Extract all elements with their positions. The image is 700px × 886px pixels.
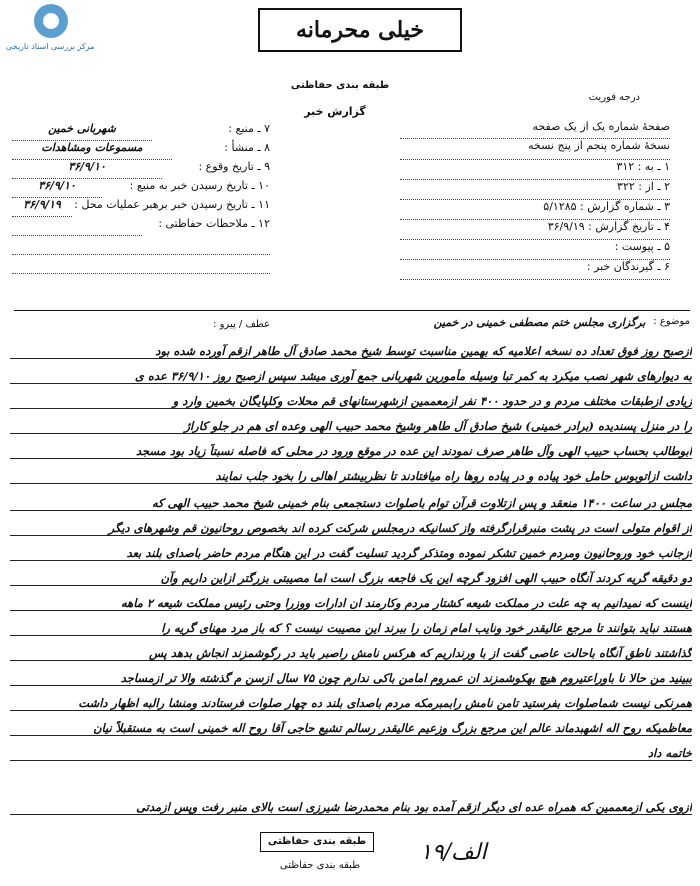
field-received-ops bbox=[12, 198, 270, 217]
field-value: شهربانی خمین bbox=[12, 122, 152, 141]
classification-stamp: طبقه بندی حفاظتی bbox=[260, 832, 374, 852]
body-line: خاتمه داد bbox=[10, 746, 692, 761]
field-value: ۳۶/۹/۱۰ bbox=[12, 179, 102, 198]
body-line: ازصبح روز فوق تعداد ده نسخه اعلامیه که بهمین مناسبت توسط شیخ محمد صادق آل طاهر ازقم آورده شده بود bbox=[10, 344, 692, 359]
report-number: ۳ ـ شماره گزارش : ۵/۱۲۸۵ bbox=[400, 200, 670, 220]
right-fields bbox=[400, 120, 670, 280]
field-event-date bbox=[12, 160, 270, 179]
field-source bbox=[12, 122, 270, 141]
logo-caption: مرکز بررسی اسناد تاریخی bbox=[6, 42, 95, 51]
classification-bottom: طبقه بندی حفاظتی bbox=[279, 860, 361, 871]
body-line: معاظمیکه روح اله اشهبدماند عالم این مرجع بزرگ وزعیم عالیقدر رسالم تشیع حاجی آقا روح اله خمینی است به مستقبلاً نیان bbox=[10, 721, 692, 736]
body-line: دو دقیقه گریه کردند آنگاه حبیب الهی افزود گرچه این یک فاجعه بزرگ است اما مصیبتی بزرگتر ازاین داریم وآن bbox=[10, 571, 692, 586]
body-line: ابوطالب بحساب حبیب الهی وآل طاهر صرف نمودند این عده در موقع ورود در محلی که فاصله نسبتاً زیاد بود مسجد bbox=[10, 444, 692, 459]
copy-number: نسخهٔ شماره پنجم از پنج نسخه bbox=[400, 139, 670, 160]
archive-logo bbox=[6, 4, 106, 60]
blank-line bbox=[12, 236, 270, 255]
header-divider bbox=[14, 310, 690, 311]
recipients: ۶ ـ گیرندگان خبر : bbox=[400, 260, 670, 280]
body-line: هستند نباید بتوانند تا مرجع عالیقدر خود ونایب امام زمان را ببرند این مصیبت نیست ؟ که باز مرد مهنای گریه را bbox=[10, 621, 692, 636]
reference-label: عطف / پیرو : bbox=[213, 319, 270, 330]
field-label: ۹ ـ تاریخ وقوع : bbox=[198, 160, 270, 173]
field-label: ۸ ـ منشأ : bbox=[224, 141, 270, 154]
logo-mark-icon bbox=[34, 4, 68, 38]
field-value bbox=[12, 217, 142, 236]
body-line: گذاشتند ناطق آنگاه باحالت عاصی گفت از با ورنداریم که هرکس نامش راصبر باید در رگوشمزند انجاش بدهد پس bbox=[10, 646, 692, 661]
field-label: ۷ ـ منبع : bbox=[228, 122, 270, 135]
body-line: داشت ازاتوبوس حامل خود پیاده و در پیاده روها راه میافتادند تا نظربیشتر اهالی را بخود جلب نمایند bbox=[10, 469, 692, 484]
body-line: به دیوارهای شهر نصب میکرد به کمر تبا وسیله مأمورین شهربانی جمع آوری میشد سپس ازصبح روز ۳۶/۹/۱۰ عده ی bbox=[10, 369, 692, 384]
body-line: زیادی ازطبقات مختلف مردم و در حدود ۴۰۰ نفر ازمعممین ازشهرستانهای قم محلات وکلپایگان بخمین وارد و bbox=[10, 394, 692, 409]
field-received-source bbox=[12, 179, 270, 198]
body-line: ازوی یکی ازمعممین که همراه عده ای دیگر ازقم آمده بود بنام محمدرضا شیرزی است بالای منبر رفت وپس ازمدتی bbox=[10, 800, 692, 815]
field-origin bbox=[12, 141, 270, 160]
subject-label: موضوع : bbox=[653, 316, 690, 327]
classification-top: طبقه بندی حفاظتی bbox=[290, 80, 390, 91]
subject-value: برگزاری مجلس ختم مصطفی خمینی در خمین bbox=[433, 316, 646, 329]
field-value: ۳۶/۹/۱۹ bbox=[12, 198, 72, 217]
field-from: ۲ ـ از : ۳۲۲ bbox=[400, 180, 670, 200]
field-value: مسموعات ومشاهدات bbox=[12, 141, 172, 160]
field-label: ۱۰ ـ تاریخ رسیدن خبر به منبع : bbox=[129, 179, 270, 192]
priority-label: درجه فوریت bbox=[588, 92, 640, 103]
blank-line bbox=[12, 255, 270, 274]
body-line: همرنکی نیست شماصلوات بفرستید تامن نامش رابمبرمکه مردم باصدای بلند ده چهار صلوات فرستادند ومنشا رالبه اظهار داشت bbox=[10, 696, 692, 711]
body-line: از اقوام متولی است در پشت منبرقرارگرفته واز کسانیکه درمجلس شرکت کرده اند بخصوص روحانیون قم وشهرهای دیگر bbox=[10, 521, 692, 536]
body-line: اینست که نمیدانیم به چه علت در مملکت شیعه کشتار مردم وکارمند ان ادارات ووزرا وحتی رئیس مملکت شیعه ۲ ماهه bbox=[10, 596, 692, 611]
report-date: ۴ ـ تاریخ گزارش : ۳۶/۹/۱۹ bbox=[400, 220, 670, 240]
body-line: ببینید من حالا نا باوراعتیروم هیچ بهکوشمزند ان عمروم امامن باکی ندارم چون ۷۵ سال ازسن م گذشته والا تر ازمساجد bbox=[10, 671, 692, 686]
field-label: ۱۲ ـ ملاحظات حفاظتی : bbox=[158, 217, 270, 230]
body-line: مجلس در ساعت ۱۴۰۰ منعقد و پس ازتلاوت قرآن توام باصلوات دستجمعی بنام خمینی شیخ محمد حبیب الهی که bbox=[10, 496, 692, 511]
document-title: خیلی محرمانه bbox=[258, 8, 462, 52]
page-number: صفحهٔ شماره یک از یک صفحه bbox=[400, 120, 670, 139]
attachment: ۵ ـ پیوست : bbox=[400, 240, 670, 260]
subject-row bbox=[300, 316, 690, 329]
field-to: ۱ ـ به : ۳۱۲ bbox=[400, 160, 670, 180]
field-security-notes bbox=[12, 217, 270, 236]
field-value: ۳۶/۹/۱۰ bbox=[12, 160, 162, 179]
body-line: ازجانب خود وروحانیون ومردم خمین تشکر نموده ومتذکر گردید تسلیت گفت در این هنگام مردم حاضر باصدای بلند بعد bbox=[10, 546, 692, 561]
field-label: ۱۱ ـ تاریخ رسیدن خبر برهبر عملیات محل : bbox=[74, 198, 270, 211]
report-title: گزارش خبر bbox=[304, 105, 366, 118]
left-fields bbox=[12, 122, 270, 274]
handwritten-note: ۱۹/الف bbox=[420, 840, 487, 865]
body-line: را در منزل پسندیده (برادر خمینی) شیخ صادق آل طاهر وشیخ محمد حبیب الهی وعده ای هم در جلو کاراژ bbox=[10, 419, 692, 434]
